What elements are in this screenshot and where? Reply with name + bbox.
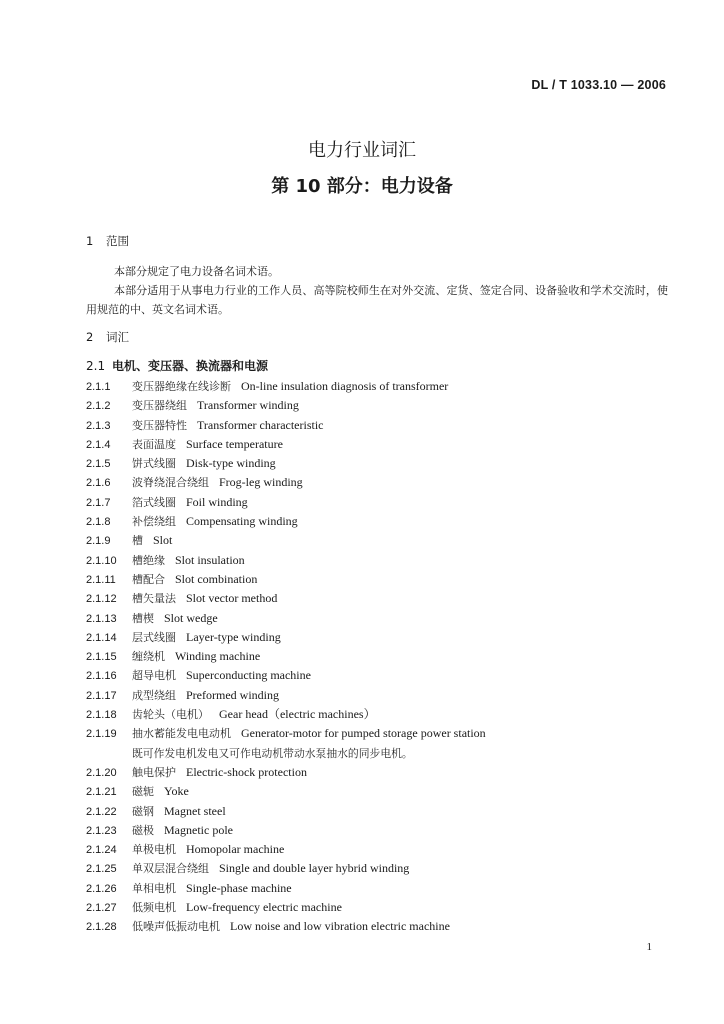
term-english: Low noise and low vibration electric machine bbox=[230, 919, 450, 934]
term-number: 2.1.11 bbox=[86, 573, 116, 586]
term-number: 2.1.14 bbox=[86, 631, 117, 644]
term-chinese: 变压器绕组 bbox=[132, 399, 187, 413]
term-number: 2.1.4 bbox=[86, 438, 111, 451]
term-chinese: 单相电机 bbox=[132, 881, 176, 895]
term-number: 2.1.8 bbox=[86, 516, 111, 529]
term-chinese: 波脊绕混合绕组 bbox=[132, 476, 209, 490]
term-english: Surface temperature bbox=[186, 436, 283, 451]
term-number: 2.1.22 bbox=[86, 805, 117, 818]
term-entry bbox=[86, 647, 676, 666]
term-number: 2.1.15 bbox=[86, 651, 117, 664]
term-chinese: 补偿绕组 bbox=[132, 515, 176, 529]
term-chinese: 槽矢量法 bbox=[132, 592, 176, 606]
term-entry bbox=[86, 898, 676, 917]
term-chinese: 变压器绝缘在线诊断 bbox=[132, 380, 231, 393]
term-chinese: 磁钢 bbox=[132, 804, 154, 818]
section-title: 范围 bbox=[106, 234, 129, 248]
term-entry bbox=[86, 377, 676, 396]
term-number: 2.1.10 bbox=[86, 554, 117, 567]
page-number: 1 bbox=[646, 941, 652, 953]
term-entry bbox=[86, 435, 676, 454]
section-number: 1 bbox=[86, 234, 94, 248]
term-chinese: 槽楔 bbox=[132, 611, 154, 625]
term-english: Generator-motor for pumped storage power station bbox=[241, 726, 486, 741]
section-heading-vocabulary bbox=[86, 329, 129, 345]
term-english: Layer-type winding bbox=[186, 629, 281, 644]
term-chinese: 成型绕组 bbox=[132, 688, 176, 702]
term-number: 2.1.28 bbox=[86, 921, 117, 934]
term-english: Foil winding bbox=[186, 494, 248, 509]
term-number: 2.1.7 bbox=[86, 496, 111, 509]
term-english: Gear head（electric machines） bbox=[219, 707, 376, 722]
section-number: 2 bbox=[86, 330, 94, 344]
term-english: Slot vector method bbox=[186, 591, 278, 606]
section-title: 词汇 bbox=[106, 330, 129, 344]
term-entry bbox=[86, 686, 676, 705]
term-english: Homopolar machine bbox=[186, 842, 285, 857]
term-chinese: 槽 bbox=[132, 534, 143, 548]
term-number: 2.1.24 bbox=[86, 844, 117, 857]
term-chinese: 齿轮头（电机） bbox=[132, 708, 209, 722]
term-entry bbox=[86, 609, 676, 628]
term-english: Slot insulation bbox=[175, 552, 245, 567]
term-chinese: 单极电机 bbox=[132, 843, 176, 857]
term-entry bbox=[86, 666, 676, 685]
term-number: 2.1.6 bbox=[86, 477, 111, 490]
term-english: Transformer characteristic bbox=[197, 417, 324, 432]
term-chinese: 磁轭 bbox=[132, 785, 154, 799]
standard-code: DL / T 1033.10 — 2006 bbox=[531, 78, 666, 92]
term-number: 2.1.9 bbox=[86, 535, 111, 548]
document-subtitle: 第 10 部分：电力设备 bbox=[271, 176, 453, 197]
term-entry bbox=[86, 531, 676, 550]
term-number: 2.1.12 bbox=[86, 593, 117, 606]
term-english: Slot combination bbox=[175, 571, 258, 586]
term-english: Transformer winding bbox=[197, 398, 299, 413]
term-number: 2.1.1 bbox=[86, 381, 111, 393]
term-entry bbox=[86, 473, 676, 492]
term-english: Winding machine bbox=[175, 649, 261, 664]
term-chinese: 触电保护 bbox=[132, 765, 176, 779]
term-entry bbox=[86, 628, 676, 647]
term-chinese: 表面温度 bbox=[132, 437, 176, 451]
term-number: 2.1.27 bbox=[86, 902, 117, 915]
term-english: Magnetic pole bbox=[164, 822, 233, 837]
term-english: Disk-type winding bbox=[186, 456, 276, 471]
term-entry bbox=[86, 763, 676, 782]
section-heading-scope bbox=[86, 233, 129, 249]
term-entry bbox=[86, 724, 676, 743]
subsection-title: 电机、变压器、换流器和电源 bbox=[112, 359, 269, 373]
term-chinese: 低噪声低振动电机 bbox=[132, 920, 220, 934]
term-entry bbox=[86, 840, 676, 859]
term-entry bbox=[86, 589, 676, 608]
term-chinese: 变压器特性 bbox=[132, 418, 187, 432]
term-number: 2.1.25 bbox=[86, 863, 117, 876]
term-number: 2.1.16 bbox=[86, 670, 117, 683]
term-entry bbox=[86, 493, 676, 512]
subsection-number: 2.1 bbox=[86, 359, 106, 373]
term-english: Electric-shock protection bbox=[186, 764, 307, 779]
term-chinese: 超导电机 bbox=[132, 669, 176, 683]
term-english: Single and double layer hybrid winding bbox=[219, 861, 410, 876]
term-english: On-line insulation diagnosis of transformer bbox=[241, 379, 449, 393]
term-entry bbox=[86, 917, 676, 936]
scope-paragraph-1: 本部分规定了电力设备名词术语。 bbox=[114, 265, 279, 278]
term-entry bbox=[86, 859, 676, 878]
term-english: Slot wedge bbox=[164, 610, 218, 625]
term-chinese: 槽配合 bbox=[132, 572, 165, 586]
term-number: 2.1.5 bbox=[86, 458, 111, 471]
term-english: Single-phase machine bbox=[186, 880, 292, 895]
term-number: 2.1.20 bbox=[86, 766, 117, 779]
term-number: 2.1.18 bbox=[86, 709, 117, 722]
term-english: Compensating winding bbox=[186, 514, 298, 529]
term-english: Magnet steel bbox=[164, 803, 226, 818]
term-number: 2.1.17 bbox=[86, 689, 117, 702]
term-number: 2.1.3 bbox=[86, 419, 111, 432]
term-entry bbox=[86, 454, 676, 473]
term-entry bbox=[86, 879, 676, 898]
term-english: Preformed winding bbox=[186, 687, 279, 702]
term-entry bbox=[86, 802, 676, 821]
term-chinese: 饼式线圈 bbox=[132, 457, 176, 471]
term-number: 2.1.21 bbox=[86, 786, 117, 799]
term-english: Frog-leg winding bbox=[219, 475, 303, 490]
term-chinese: 低频电机 bbox=[132, 901, 176, 915]
term-number: 2.1.2 bbox=[86, 400, 111, 413]
term-chinese: 缠绕机 bbox=[132, 650, 165, 664]
term-english: Superconducting machine bbox=[186, 668, 311, 683]
term-number: 2.1.26 bbox=[86, 882, 117, 895]
term-english: Slot bbox=[153, 533, 173, 548]
term-chinese: 箔式线圈 bbox=[132, 495, 176, 509]
term-list bbox=[86, 377, 676, 937]
subsection-heading bbox=[86, 357, 268, 374]
term-number: 2.1.19 bbox=[86, 728, 117, 741]
term-chinese: 单双层混合绕组 bbox=[132, 862, 209, 876]
term-chinese: 磁极 bbox=[132, 823, 154, 837]
term-entry bbox=[86, 512, 676, 531]
document-title: 电力行业词汇 bbox=[308, 140, 416, 161]
term-entry bbox=[86, 551, 676, 570]
term-chinese: 槽绝缘 bbox=[132, 553, 165, 567]
term-chinese: 抽水蓄能发电电动机 bbox=[132, 727, 231, 741]
term-english: Low-frequency electric machine bbox=[186, 900, 342, 915]
term-chinese: 层式线圈 bbox=[132, 630, 176, 644]
term-entry bbox=[86, 396, 676, 415]
term-entry bbox=[86, 782, 676, 801]
term-entry bbox=[86, 705, 676, 724]
term-number: 2.1.23 bbox=[86, 824, 117, 837]
term-english: Yoke bbox=[164, 784, 189, 799]
term-entry bbox=[86, 821, 676, 840]
term-entry bbox=[86, 570, 676, 589]
term-definition: 既可作发电机发电又可作电动机带动水泵抽水的同步电机。 bbox=[132, 746, 413, 760]
scope-paragraph-2: 本部分适用于从事电力行业的工作人员、高等院校师生在对外交流、定货、签定合同、设备验收和学术交流时，使用规范的中、英文名词术语。 bbox=[86, 284, 668, 316]
term-entry bbox=[86, 416, 676, 435]
term-number: 2.1.13 bbox=[86, 612, 117, 625]
